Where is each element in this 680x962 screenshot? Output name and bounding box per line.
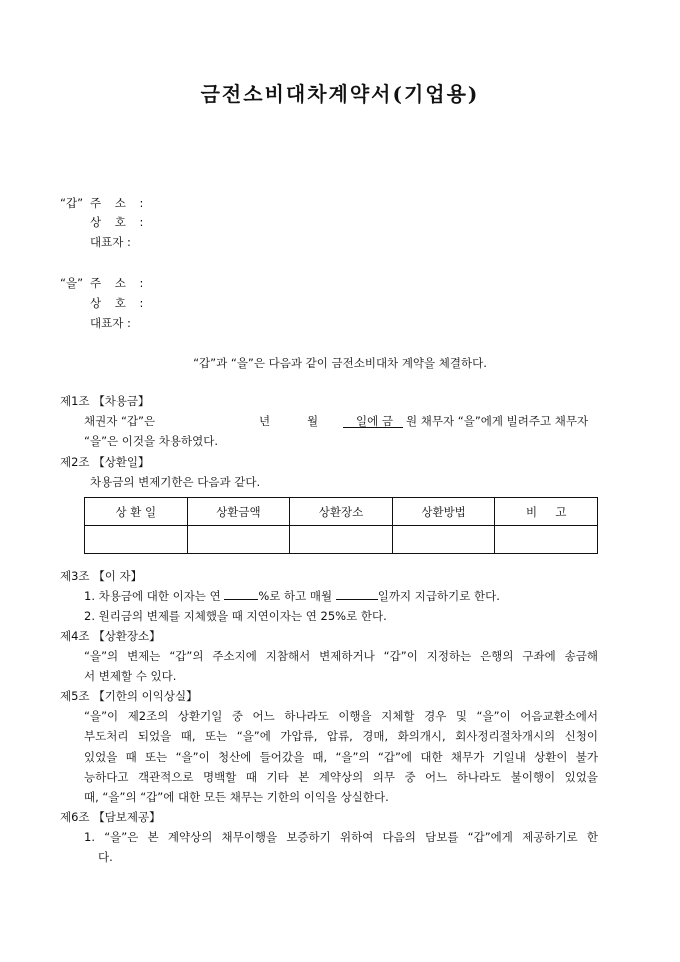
party-a-name-label: 상 호 : (90, 215, 149, 229)
article-1-year: 년 (259, 414, 271, 428)
interest-text-c: 일까지 지급하기로 한다. (377, 589, 500, 603)
article-1-line-1 (84, 413, 598, 429)
article-1-creditor-text: 채권자 “갑”은 (84, 414, 156, 428)
article-2-text: 차용금의 변제기한은 다음과 같다. (90, 475, 261, 489)
article-2-heading: 제2조 【상환일】 (60, 455, 150, 469)
party-b-name-label: 상 호 : (90, 296, 149, 310)
party-b-rep-label: 대표자 : (90, 316, 131, 330)
article-5-line-1: “을”이 제2조의 상환기일 중 어느 하나라도 이행을 지체할 경우 및 “을”이 어음교환소에서 (84, 709, 598, 723)
article-5-line-4: 능하다고 객관적으로 명백할 때 기타 본 계약상의 의무 중 어느 하나라도 불이행이 있었을 (84, 770, 598, 784)
article-5-line-3: 있었을 때 또는 “을”이 청산에 들어갔을 때, “을”의 “갑”에 대한 채무가 기일내 상환이 불가 (84, 750, 598, 764)
article-5-heading: 제5조 【기한의 이익상실】 (60, 689, 198, 703)
article-1-line-2: “을”은 이것을 차용하였다. (84, 434, 218, 448)
table-header-cell: 상환방법 (392, 498, 495, 526)
repayment-table (84, 497, 598, 554)
table-row (85, 526, 598, 554)
article-1-heading: 제1조 【차용금】 (60, 394, 150, 408)
article-3-item-1 (84, 588, 500, 604)
party-b-tag: “을” (60, 276, 84, 290)
article-1-day-amount: 일에 금 (356, 414, 393, 428)
interest-text-a: 1. 차용금에 대한 이자는 연 (84, 589, 221, 603)
article-6-heading: 제6조 【담보제공】 (60, 810, 161, 824)
table-cell (85, 526, 188, 554)
table-cell (290, 526, 393, 554)
article-6-line-1: 1. “을”은 본 계약상의 채무이행을 보증하기 위하여 다음의 담보를 “갑”에게 제공하기로 한 (84, 830, 598, 844)
article-4-heading: 제4조 【상환장소】 (60, 629, 161, 643)
table-cell (392, 526, 495, 554)
table-header-cell: 상 환 일 (85, 498, 188, 526)
article-4-line-2: 서 변제할 수 있다. (84, 669, 177, 683)
interest-rate-blank (224, 589, 258, 600)
article-3-heading: 제3조 【이 자】 (60, 569, 143, 583)
article-1-month: 월 (307, 414, 319, 428)
amount-blank (343, 417, 403, 428)
table-cell (187, 526, 290, 554)
article-5-line-5: 때, “을”의 “갑”에 대한 모든 채무는 기한의 이익을 상실한다. (84, 790, 389, 804)
party-b-address-label: 주 소 : (90, 276, 149, 290)
interest-text-b: %로 하고 매월 (258, 589, 333, 603)
party-a-address-label: 주 소 : (90, 196, 149, 210)
party-a-tag: “갑” (60, 196, 84, 210)
document-title: 금전소비대차계약서(기업용) (200, 82, 480, 106)
article-4-line-1: “을”의 변제는 “갑”의 주소지에 지참해서 변제하거나 “갑”이 지정하는 은행의 구좌에 송금해 (84, 649, 598, 663)
table-cell (495, 526, 598, 554)
article-5-line-2: 부도처리 되었을 때, 또는 “을”에 가압류, 압류, 경매, 화의개시, 회사정리절차개시의 신청이 (84, 729, 598, 743)
article-1-debtor-text: 원 채무자 “을”에게 빌려주고 채무자 (406, 414, 589, 428)
payment-day-blank (336, 589, 378, 600)
contract-intro: “갑”과 “을”은 다음과 같이 금전소비대차 계약을 체결하다. (193, 356, 487, 370)
table-header-cell: 상환장소 (290, 498, 393, 526)
article-6-line-2: 다. (98, 850, 113, 864)
table-header-cell: 비 고 (495, 498, 598, 526)
article-3-item-2: 2. 원리금의 변제를 지체했을 때 지연이자는 연 25%로 한다. (84, 609, 387, 623)
table-header-cell: 상환금액 (187, 498, 290, 526)
table-header-row (85, 498, 598, 526)
party-a-rep-label: 대표자 : (90, 235, 131, 249)
